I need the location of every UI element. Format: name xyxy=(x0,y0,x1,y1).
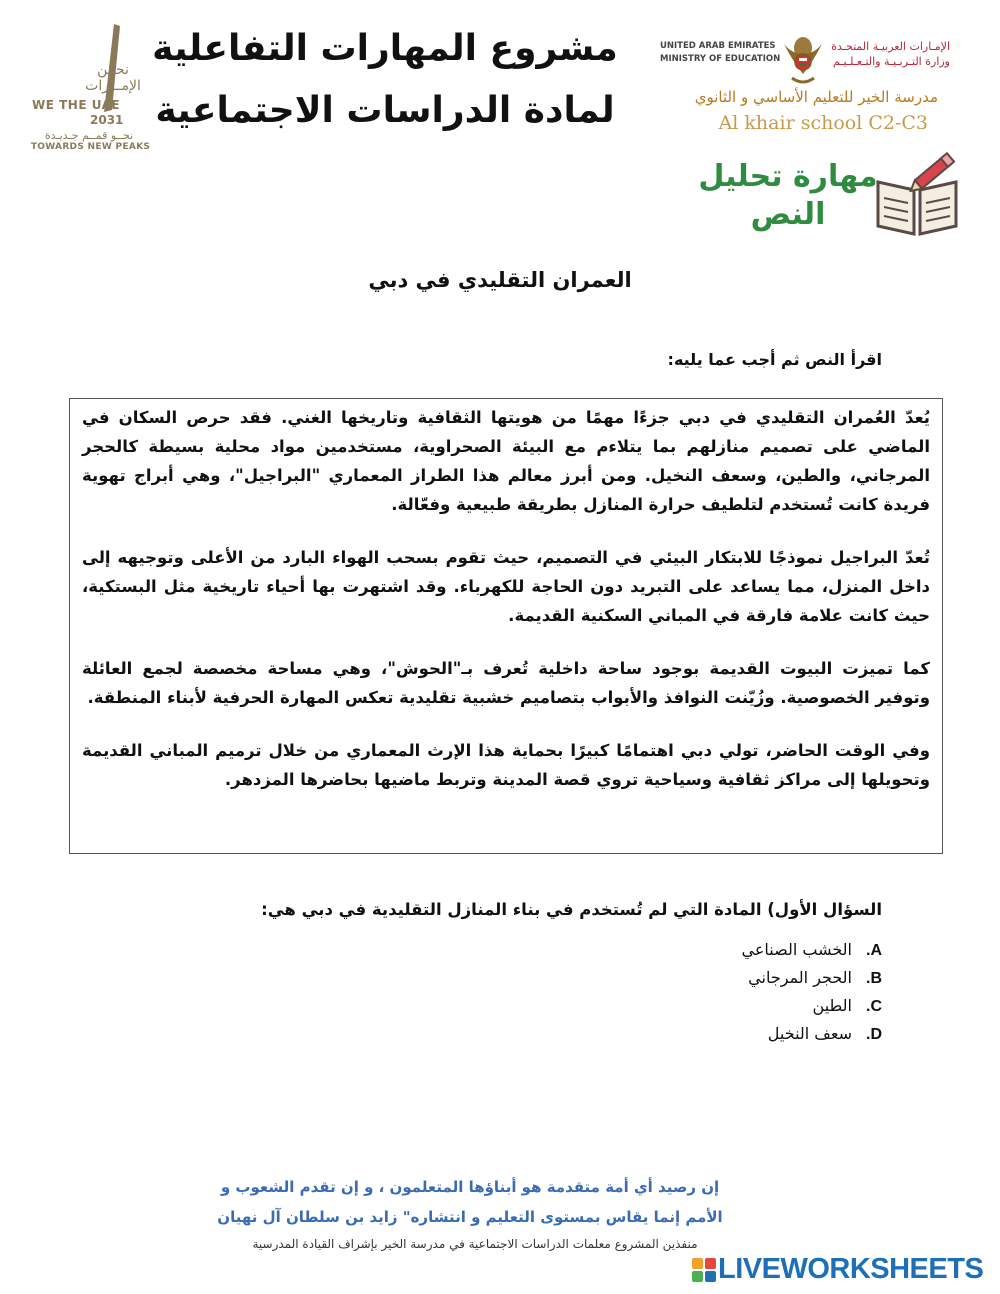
skill-title-line-1: مهارة تحليل xyxy=(698,159,878,194)
project-title-line-2: لمادة الدراسات الاجتماعية xyxy=(155,90,615,131)
uae-logo-en-tagline: TOWARDS NEW PEAKS xyxy=(30,142,151,152)
passage-paragraph-4: وفي الوقت الحاضر، تولي دبي اهتمامًا كبيرًا بحماية هذا الإرث المعماري من خلال ترميم المباني القديمة وتحويلها إلى مراكز ثقافية وسياحية تروي قصة المدينة وتربط ماضيها بحاضرها المزدهر. xyxy=(82,741,930,789)
option-text: الطين xyxy=(812,996,852,1015)
footer-quote-line-2: الأمم إنما يقاس بمستوى التعليم و انتشاره" زايد بن سلطان آل نهيان xyxy=(217,1208,723,1226)
book-and-pen-icon xyxy=(874,152,960,238)
project-credit: منفذين المشروع معلمات الدراسات الاجتماعية في مدرسة الخير بإشراف القيادة المدرسية xyxy=(252,1237,698,1251)
reading-instruction: اقرأ النص ثم أجب عما يليه: xyxy=(667,350,882,369)
uae-logo-en-line: WE THE UAE xyxy=(32,98,121,112)
answer-option-b[interactable] xyxy=(582,968,882,988)
ministry-ar-line-1: الإمـارات العربيـة المتحـدة xyxy=(831,40,950,53)
passage-paragraph-3: كما تميزت البيوت القديمة بوجود ساحة داخلية تُعرف بـ"الحوش"، وهي مساحة مخصصة لجمع العائلة وتوفير الخصوصية. وزُيّنت النوافذ والأبواب بتصاميم خشبية تقليدية تعكس المهارة الحرفية لأبناء المنطقة. xyxy=(82,659,930,707)
skill-title xyxy=(698,158,878,234)
option-text: الخشب الصناعي xyxy=(741,940,852,959)
school-name-ar: مدرسة الخير للتعليم الأساسي و الثانوي xyxy=(694,88,938,106)
ministry-ar-text xyxy=(831,39,950,69)
question-1-text: السؤال الأول) المادة التي لم تُستخدم في بناء المنازل التقليدية في دبي هي: xyxy=(261,900,882,919)
footer-quote-line-1: إن رصيد أي أمة متقدمة هو أبناؤها المتعلمون ، و إن تقدم الشعوب و xyxy=(220,1178,720,1196)
we-the-uae-2031-logo xyxy=(28,20,158,150)
uae-falcon-emblem-icon xyxy=(778,30,828,86)
ministry-en-line-2: MINISTRY OF EDUCATION xyxy=(660,54,781,64)
passage-paragraph-2: تُعدّ البراجيل نموذجًا للابتكار البيئي في التصميم، حيث تقوم بسحب الهواء البارد من الأعلى وتوجيهه إلى داخل المنزل، مما يساعد على التبريد دون الحاجة للكهرباء. وقد اشتهرت بها أحياء تاريخية مثل البستكية، حيث كانت علامة فارقة في المباني السكنية القديمة. xyxy=(82,548,930,625)
option-letter: B. xyxy=(865,970,882,987)
project-title-line-1: مشروع المهارات التفاعلية xyxy=(152,28,618,69)
ministry-en-text xyxy=(660,40,780,66)
skill-title-line-2: النص xyxy=(750,197,826,232)
liveworksheets-grid-icon xyxy=(692,1258,716,1282)
liveworksheets-logo[interactable] xyxy=(692,1252,992,1288)
option-letter: A. xyxy=(865,942,882,959)
ministry-en-line-1: UNITED ARAB EMIRATES xyxy=(660,41,776,51)
option-text: الحجر المرجاني xyxy=(748,968,852,987)
option-text: سعف النخيل xyxy=(767,1024,852,1043)
liveworksheets-brand-text: LIVEWORKSHEETS xyxy=(718,1253,984,1285)
option-letter: D. xyxy=(865,1026,882,1043)
uae-logo-ar-line: نحــن الإمــارات xyxy=(85,62,141,94)
answer-option-a[interactable] xyxy=(582,940,882,960)
answer-option-d[interactable] xyxy=(582,1024,882,1044)
passage-paragraph-1: يُعدّ العُمران التقليدي في دبي جزءًا مهمًا من هويتها الثقافية وتاريخها الغني. فقد حرص السكان في الماضي على تصميم منازلهم بما يتلاءم مع البيئة الصحراوية، مستخدمين مواد محلية بسيطة كالحجر المرجاني، والطين، وسعف النخيل. ومن أبرز معالم هذا الطراز المعماري "البراجيل"، وهي أبراج تهوية فريدة كانت تُستخدم لتلطيف حرارة المنازل بطريقة طبيعية وفعّالة. xyxy=(82,408,930,514)
reading-passage-box xyxy=(69,398,943,854)
text-heading: العمران التقليدي في دبي xyxy=(368,268,632,292)
uae-logo-ar-tagline: نحــو قمــم جـديـدة xyxy=(44,129,134,142)
uae-logo-year: 2031 xyxy=(90,113,124,127)
ministry-of-education-logo xyxy=(660,30,950,90)
option-letter: C. xyxy=(865,998,882,1015)
ministry-ar-line-2: وزارة التـربـيـة والتـعـلـيـم xyxy=(832,55,950,68)
school-name-en: Al khair school C2-C3 xyxy=(718,112,928,134)
answer-option-c[interactable] xyxy=(582,996,882,1016)
skill-badge xyxy=(698,152,960,244)
